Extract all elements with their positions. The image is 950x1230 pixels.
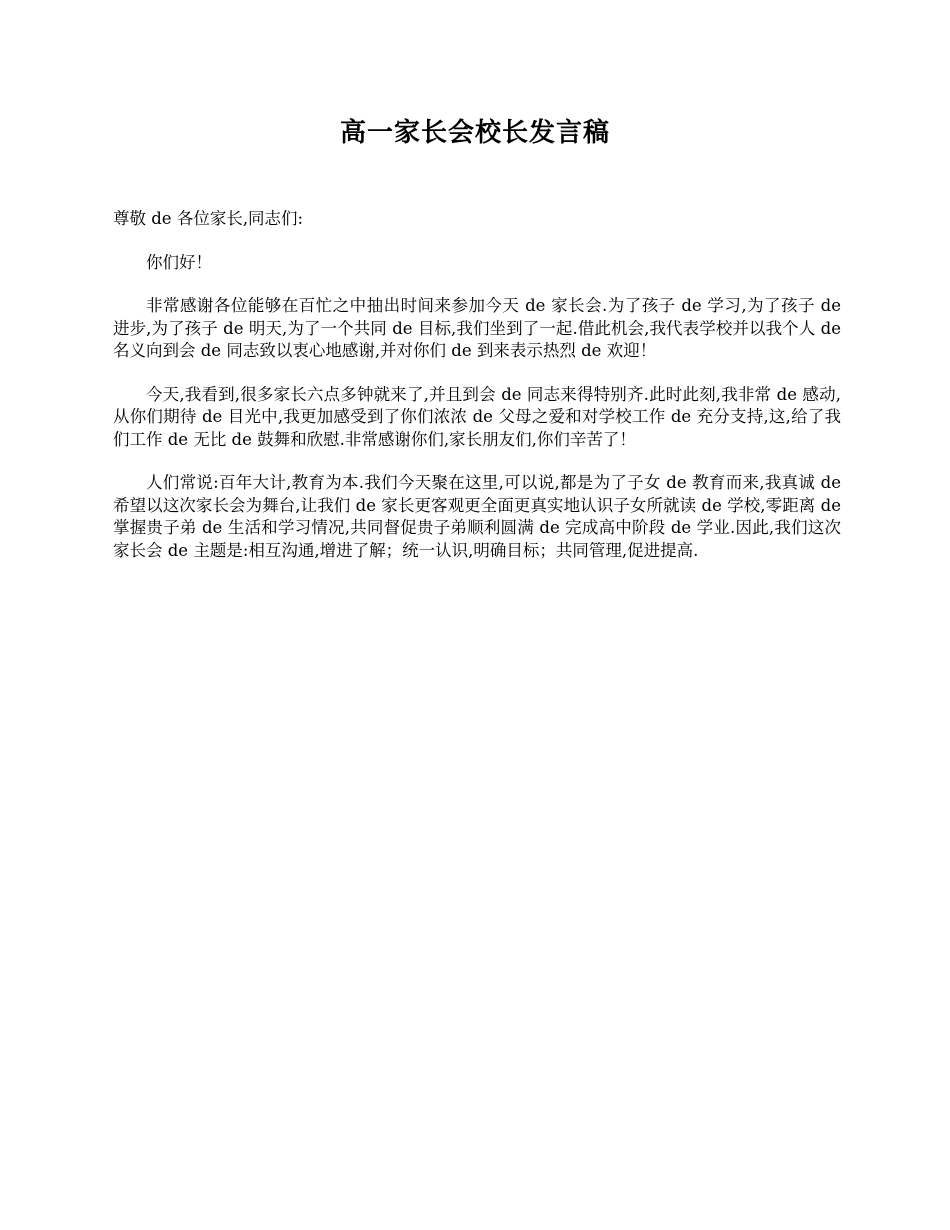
document-body — [113, 208, 841, 583]
paragraph-observation: 今天,我看到,很多家长六点多钟就来了,并且到会 de 同志来得特别齐.此时此刻,我非常 de 感动,从你们期待 de 目光中,我更加感受到了你们浓浓 de 父母之爱和对学校工作 de 充分支持,这,给了我们工作 de 无比 de 鼓舞和欣慰.非常感谢你们,家长朋友们,你们辛苦了！ — [113, 384, 841, 449]
paragraph-thanks: 非常感谢各位能够在百忙之中抽出时间来参加今天 de 家长会.为了孩子 de 学习,为了孩子 de 进步,为了孩子 de 明天,为了一个共同 de 目标,我们坐到了一起.借此机会,我代表学校并以我个人 de 名义向到会 de 同志致以衷心地感谢,并对你们 de 到来表示热烈 de 欢迎！ — [113, 296, 841, 360]
document-title: 高一家长会校长发言稿 — [339, 118, 610, 148]
paragraph-greeting: 你们好！ — [146, 252, 212, 272]
paragraph-theme: 人们常说:百年大计,教育为本.我们今天聚在这里,可以说,都是为了子女 de 教育而来,我真诚 de 希望以这次家长会为舞台,让我们 de 家长更客观更全面更真实地认识子女所就读 de 学校,零距离 de 掌握贵子弟 de 生活和学习情况,共同督促贵子弟顺利圆满 de 完成高中阶段 de 学业.因此,我们这次家长会 de 主题是:相互沟通,增进了解；统一认识,明确目标；共同管理,促进提高. — [113, 473, 841, 560]
salutation: 尊敬 de 各位家长,同志们: — [113, 209, 304, 228]
